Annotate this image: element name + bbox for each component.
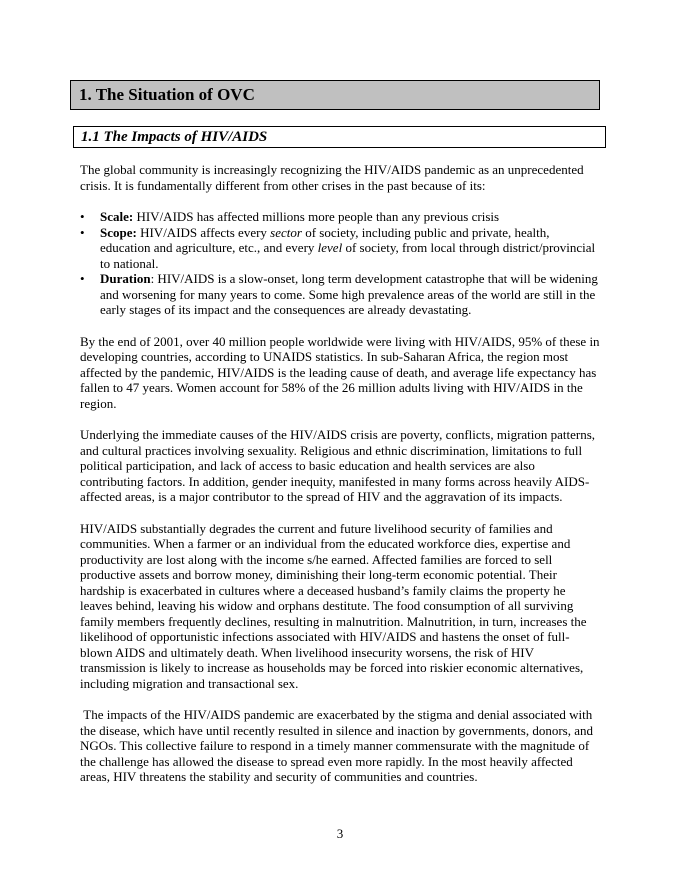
paragraph-livelihood: HIV/AIDS substantially degrades the current and future livelihood security of families and communities. When a farmer or an individual from the educated workforce dies, expertise and productivity are lost along with the income s/he earned. Affected families are forced to sell productive assets and borrow money, diminishing their long-term economic potential. Their hardship is exacerbated in cultures where a deceased husband’s family claims the property he leaves behind, leaving his widow and orphans destitute. The food consumption of all surviving family members frequently declines, resulting in malnutrition. Malnutrition, in turn, increases the likelihood of opportunistic infections associated with HIV/AIDS and hastens the onset of full-blown AIDS and ultimately death. When livelihood insecurity worsens, the risk of HIV transmission is likely to increase as households may be forced into riskier economic alternatives, including migration and transactional sex.	[80, 520, 587, 691]
bullet-text: of society, from local through district/provincial to national.	[100, 240, 596, 271]
bullet-lead: Duration	[100, 271, 151, 286]
document-body	[80, 162, 600, 801]
bullet-lead: Scale:	[100, 209, 134, 224]
page-number: 3	[336, 826, 344, 841]
chapter-heading: 1. The Situation of OVC	[70, 80, 600, 110]
intro-paragraph: The global community is increasingly recognizing the HIV/AIDS pandemic as an unprecedented crisis. It is fundamentally different from other crises in the past because of its:	[80, 162, 584, 193]
paragraph-stigma: The impacts of the HIV/AIDS pandemic are exacerbated by the stigma and denial associated with the disease, which have until recently resulted in silence and inaction by governments, donors, and NGOs. This collective failure to respond in a timely manner commensurate with the magnitude of the challenge has allowed the disease to spread even more rapidly. In the most heavily affected areas, HIV threatens the stability and security of communities and countries.	[80, 707, 597, 784]
bullet-emphasis: level	[317, 240, 343, 255]
bullet-scale	[80, 209, 600, 225]
bullet-scope	[80, 225, 600, 272]
bullet-duration	[80, 271, 600, 318]
bullet-emphasis: sector	[270, 224, 302, 240]
bullet-text: : HIV/AIDS is a slow-onset, long term development catastrophe that will be widening and worsening for many years to come. Some high prevalence areas of the world are still in the early stages of its impact and the consequences are already devastating.	[100, 271, 598, 317]
section-heading: 1.1 The Impacts of HIV/AIDS	[73, 126, 606, 148]
bullet-list	[80, 209, 600, 318]
bullet-text: HIV/AIDS affects every	[136, 224, 271, 240]
paragraph-causes: Underlying the immediate causes of the HIV/AIDS crisis are poverty, conflicts, migration patterns, and cultural practices involving sexuality. Religious and ethnic discrimination, limitations to full political participation, and lack of access to basic education and health services are also contributing factors. In addition, gender inequity, manifested in many forms across heavily AIDS-affected areas, is a major contributor to the spread of HIV and the aggravation of its impacts.	[80, 427, 596, 504]
bullet-text: of society, including public and private, health, education and agriculture, etc., and every	[100, 224, 550, 255]
paragraph-statistics: By the end of 2001, over 40 million people worldwide were living with HIV/AIDS, 95% of these in developing countries, according to UNAIDS statistics. In sub-Saharan Africa, the region most affected by the pandemic, HIV/AIDS is the leading cause of death, and average life expectancy has fallen to 47 years. Women account for 58% of the 26 million adults living with HIV/AIDS in the region.	[80, 333, 600, 411]
bullet-lead: Scope:	[100, 224, 137, 240]
bullet-text: HIV/AIDS has affected millions more people than any previous crisis	[133, 209, 500, 224]
